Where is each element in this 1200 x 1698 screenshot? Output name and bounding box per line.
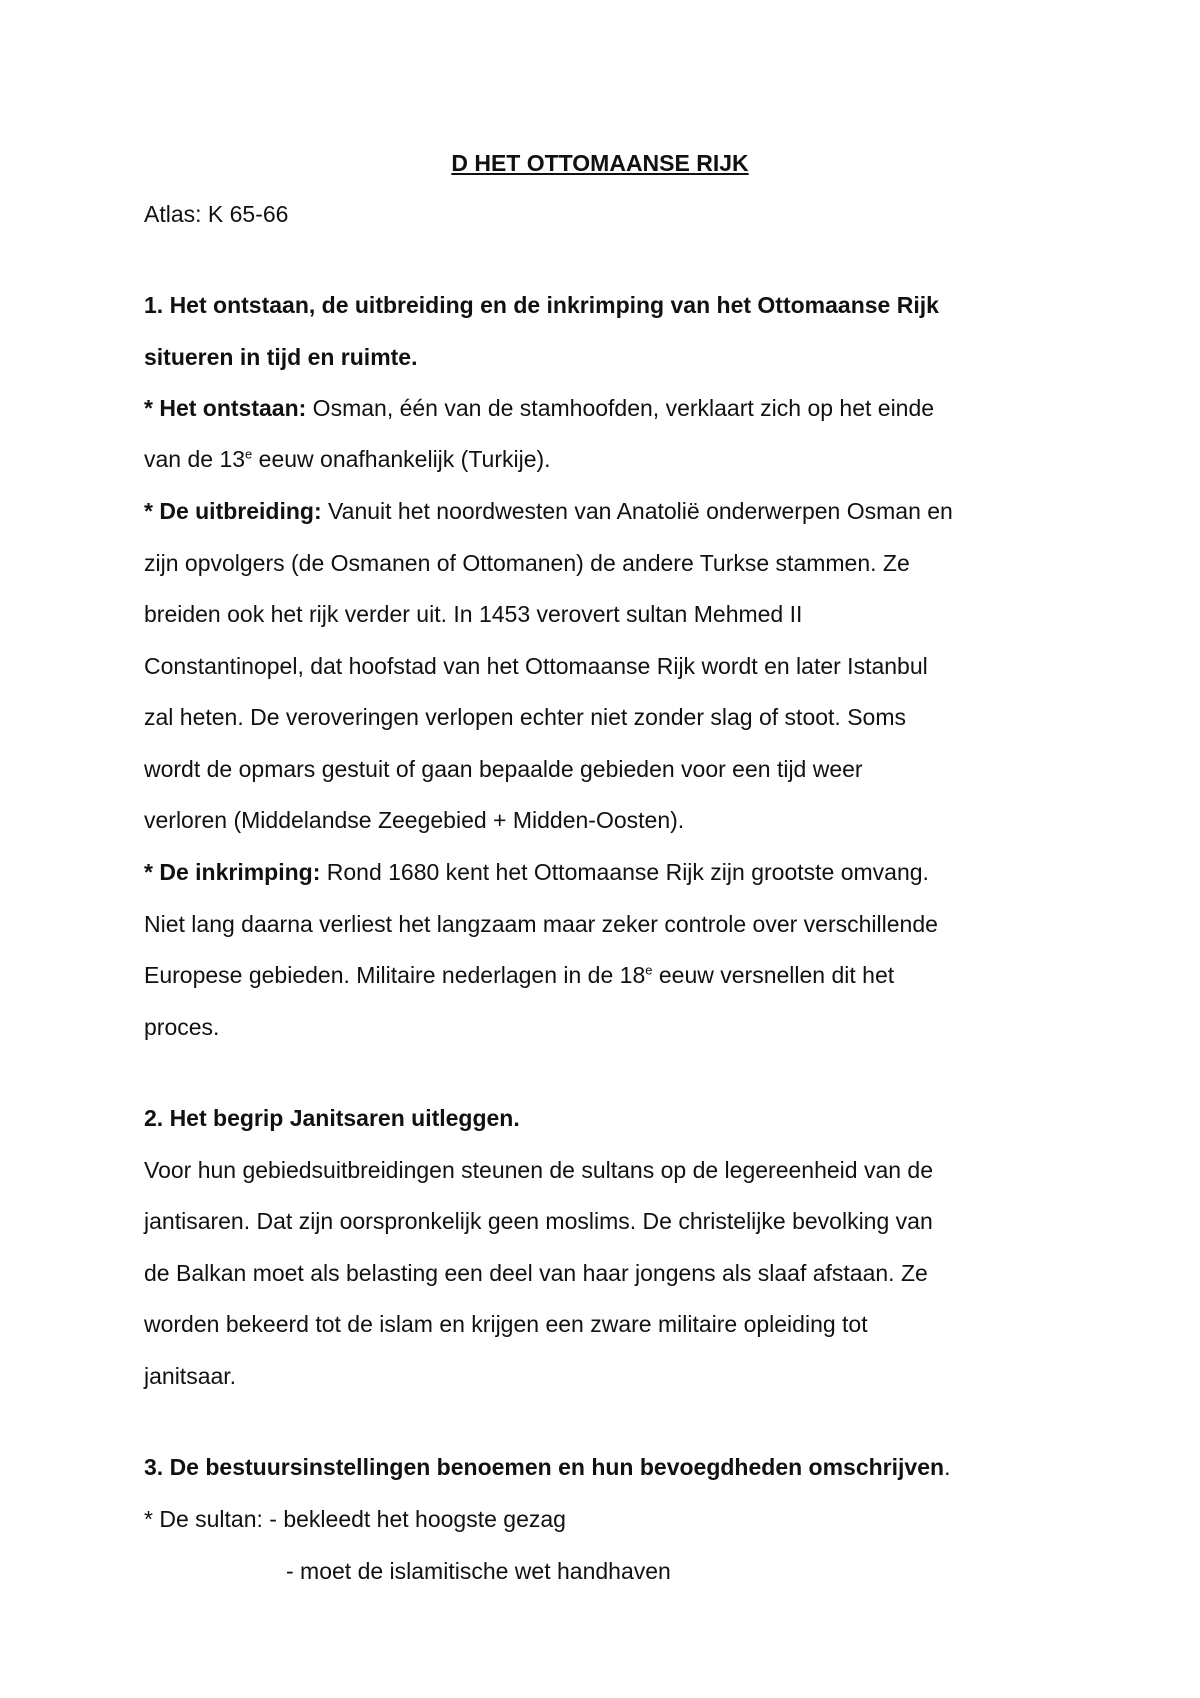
ontstaan-line-1 [144, 393, 1084, 423]
sultan-line-2: - moet de islamitische wet handhaven [286, 1558, 671, 1584]
inkrimping-line-1 [144, 857, 1084, 887]
ontstaan-text: eeuw onafhankelijk (Turkije). [252, 446, 551, 472]
uitbreiding-line-4: Constantinopel, dat hoofstad van het Ottomaanse Rijk wordt en later Istanbul [144, 653, 928, 679]
uitbreiding-label: * De uitbreiding: [144, 498, 322, 524]
janitsaren-line-5: janitsaar. [144, 1363, 237, 1389]
uitbreiding-line-3: breiden ook het rijk verder uit. In 1453 verovert sultan Mehmed II [144, 601, 803, 627]
uitbreiding-line-1 [144, 496, 1084, 526]
superscript: e [645, 962, 653, 978]
ontstaan-text: Osman, één van de stamhoofden, verklaart zich op het einde [306, 395, 935, 421]
sultan-line-1: * De sultan: - bekleedt het hoogste gezag [144, 1506, 566, 1532]
section-3-heading [144, 1452, 1084, 1482]
section-1-heading-line-2: situeren in tijd en ruimte. [144, 344, 418, 370]
uitbreiding-text: Vanuit het noordwesten van Anatolië onderwerpen Osman en [321, 498, 953, 524]
atlas-reference: Atlas: K 65-66 [144, 201, 289, 227]
ontstaan-text: van de 13 [144, 446, 246, 472]
document-title: D HET OTTOMAANSE RIJK [451, 150, 749, 176]
uitbreiding-line-5: zal heten. De veroveringen verlopen echter niet zonder slag of stoot. Soms [144, 704, 906, 730]
janitsaren-line-2: jantisaren. Dat zijn oorspronkelijk geen moslims. De christelijke bevolking van [144, 1208, 933, 1234]
section-3-heading-text: 3. De bestuursinstellingen benoemen en hun bevoegdheden omschrijven [144, 1454, 945, 1480]
janitsaren-line-1: Voor hun gebiedsuitbreidingen steunen de sultans op de legereenheid van de [144, 1157, 934, 1183]
uitbreiding-line-6: wordt de opmars gestuit of gaan bepaalde gebieden voor een tijd weer [144, 756, 863, 782]
inkrimping-text: eeuw versnellen dit het [652, 962, 895, 988]
janitsaren-line-4: worden bekeerd tot de islam en krijgen een zware militaire opleiding tot [144, 1311, 868, 1337]
section-2-heading: 2. Het begrip Janitsaren uitleggen. [144, 1105, 520, 1131]
ontstaan-line-2 [144, 444, 1084, 474]
janitsaren-line-3: de Balkan moet als belasting een deel van haar jongens als slaaf afstaan. Ze [144, 1260, 928, 1286]
inkrimping-line-4: proces. [144, 1014, 220, 1040]
section-1-heading-line-1: 1. Het ontstaan, de uitbreiding en de inkrimping van het Ottomaanse Rijk [144, 292, 939, 318]
uitbreiding-line-7: verloren (Middelandse Zeegebied + Midden-Oosten). [144, 807, 685, 833]
superscript: e [245, 446, 253, 462]
inkrimping-line-2: Niet lang daarna verliest het langzaam maar zeker controle over verschillende [144, 911, 938, 937]
heading-period: . [944, 1454, 951, 1480]
inkrimping-line-3 [144, 960, 1084, 990]
inkrimping-label: * De inkrimping: [144, 859, 321, 885]
uitbreiding-line-2: zijn opvolgers (de Osmanen of Ottomanen) de andere Turkse stammen. Ze [144, 550, 910, 576]
inkrimping-text: Europese gebieden. Militaire nederlagen in de 18 [144, 962, 646, 988]
inkrimping-text: Rond 1680 kent het Ottomaanse Rijk zijn grootste omvang. [320, 859, 929, 885]
ontstaan-label: * Het ontstaan: [144, 395, 307, 421]
